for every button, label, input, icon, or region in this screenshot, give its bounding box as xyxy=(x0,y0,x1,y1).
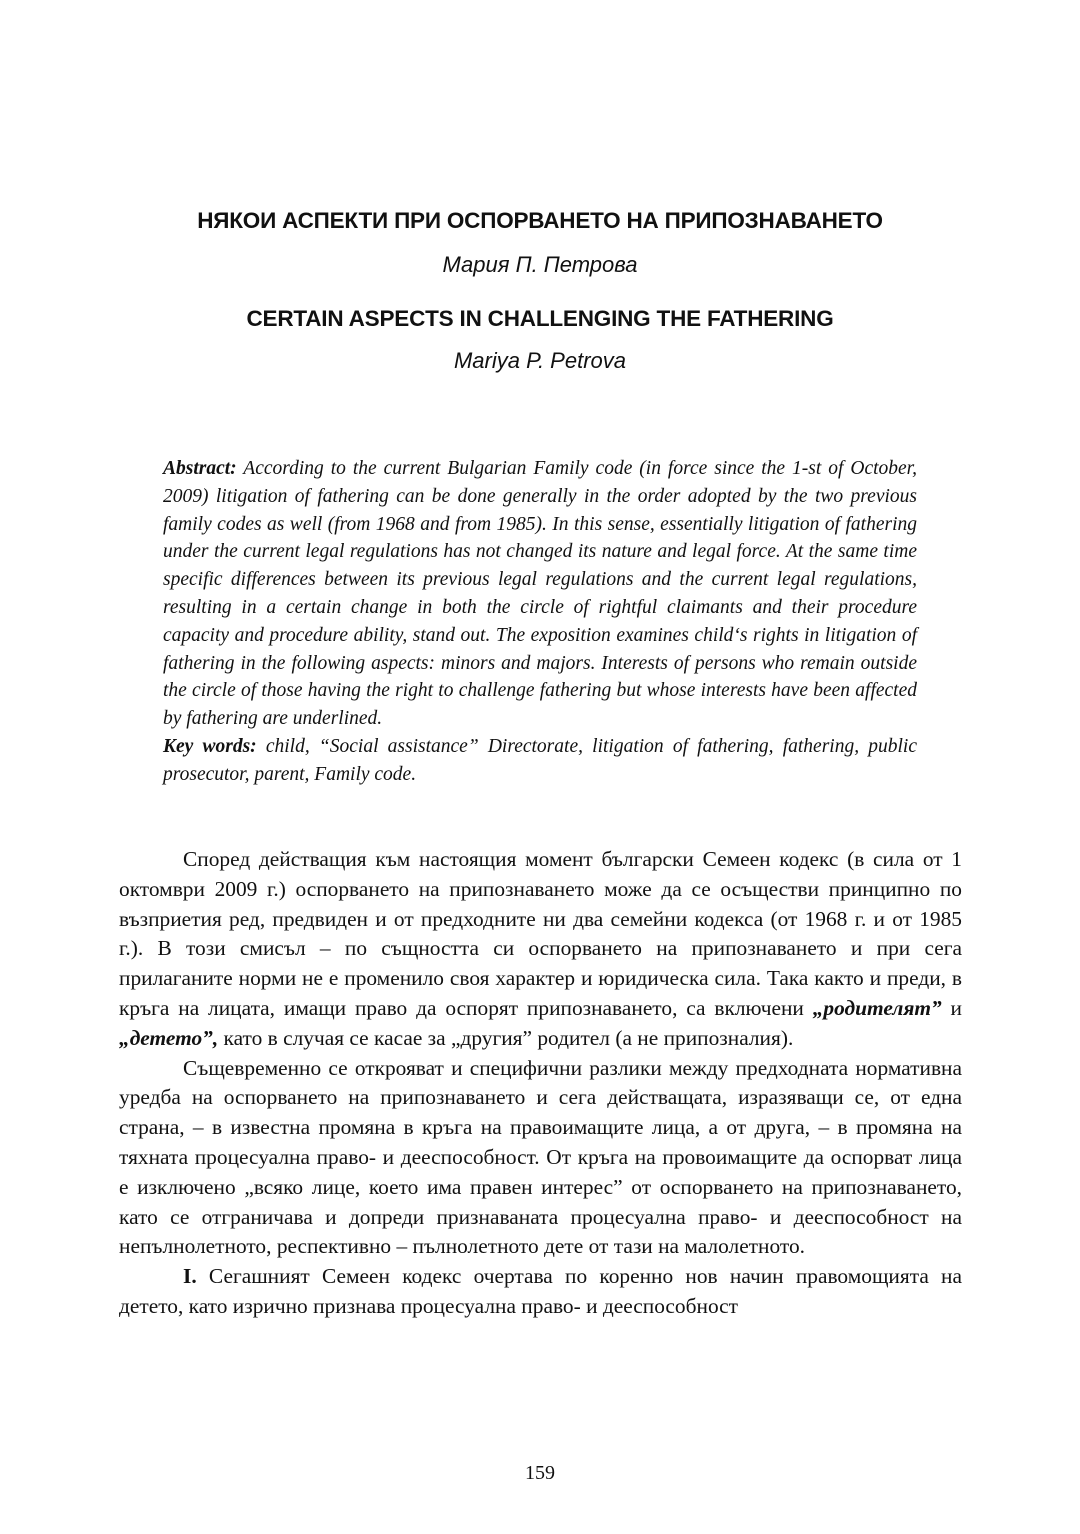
abstract-text: According to the current Bulgarian Family code (in force since the 1-st of October, 2009) litigation of fathering can be done generally in the order adopted by the two previous family codes as well (from 1968 and from 1985). In this sense, essentially litigation of fathering under the current legal regulations has not changed its nature and legal force. At the same time specific differences between its previous legal regulations and the current legal regulations, resulting in a certain change in both the circle of rightful claimants and their procedure capacity and procedure ability, stand out. The exposition examines child‘s rights in litigation of fathering in the following aspects: minors and majors. Interests of persons who remain outside the circle of those having the right to challenge fathering but whose interests have been affected by fathering are underlined. xyxy=(163,458,917,730)
keywords-paragraph xyxy=(163,733,917,789)
abstract-paragraph xyxy=(163,455,917,733)
term-parent: „родителят” xyxy=(812,995,942,1020)
body-paragraph-3: I. Сегашният Семеен кодекс очертава по коренно нов начин правомощията на детето, като изрично признава процесуална право- и дееспособност xyxy=(119,1264,962,1318)
body-paragraph-2: Същевременно се открояват и специфични разлики между предходната нормативна уредба на оспорването на припознаването и сега действащата, изразяващи се, от една страна, – в известна промяна в кръга на правоимащите лица, а от друга, – в промяна на тяхната процесуална право- и дееспособност. От кръга на провоимащите да оспорват лица е изключено „всяко лице, което има правен интерес” от оспорването на припознаването, като се отграничава и допреди признаваната процесуална право- и дееспособност на непълнолетното, респективно – пълнолетното дете от тази на малолетното. xyxy=(119,1055,962,1259)
abstract-label: Abstract: xyxy=(163,458,237,479)
title-english: CERTAIN ASPECTS IN CHALLENGING THE FATHERING xyxy=(246,306,834,331)
body-paragraph-1: Според действащия към настоящия момент български Семеен кодекс (в сила от 1 октомври 2009 г.) оспорването на припознаването може да се осъществи принципно по възприетия ред, предвиден и от предходните ни два семейни кодекса (от 1968 г. и от 1985 г.). В този смисъл – по същността си оспорването на припознаването и при сега прилаганите норми не е променило своя характер и юридическа сила. Така както и преди, в кръга на лицата, имащи право да оспорят припознаването, са включени „родителят” и „детето”, като в случая се касае за „другия” родител (а не припозналия). xyxy=(119,847,962,1050)
term-child: „детето”, xyxy=(119,1025,219,1050)
author-english: Mariya P. Petrova xyxy=(453,348,626,373)
section-number: I. xyxy=(183,1264,197,1289)
keywords-label: Key words: xyxy=(163,735,257,757)
author-bulgarian: Мария П. Петрова xyxy=(442,252,638,277)
abstract-block xyxy=(163,455,917,789)
keywords-text: child, “Social assistance” Directorate, litigation of fathering, fathering, public prosecutor, parent, Family code. xyxy=(163,735,918,785)
body-text xyxy=(119,845,962,1322)
title-bulgarian: НЯКОИ АСПЕКТИ ПРИ ОСПОРВАНЕТО НА ПРИПОЗНАВАНЕТО xyxy=(197,208,883,233)
page-number: 159 xyxy=(525,1462,555,1484)
